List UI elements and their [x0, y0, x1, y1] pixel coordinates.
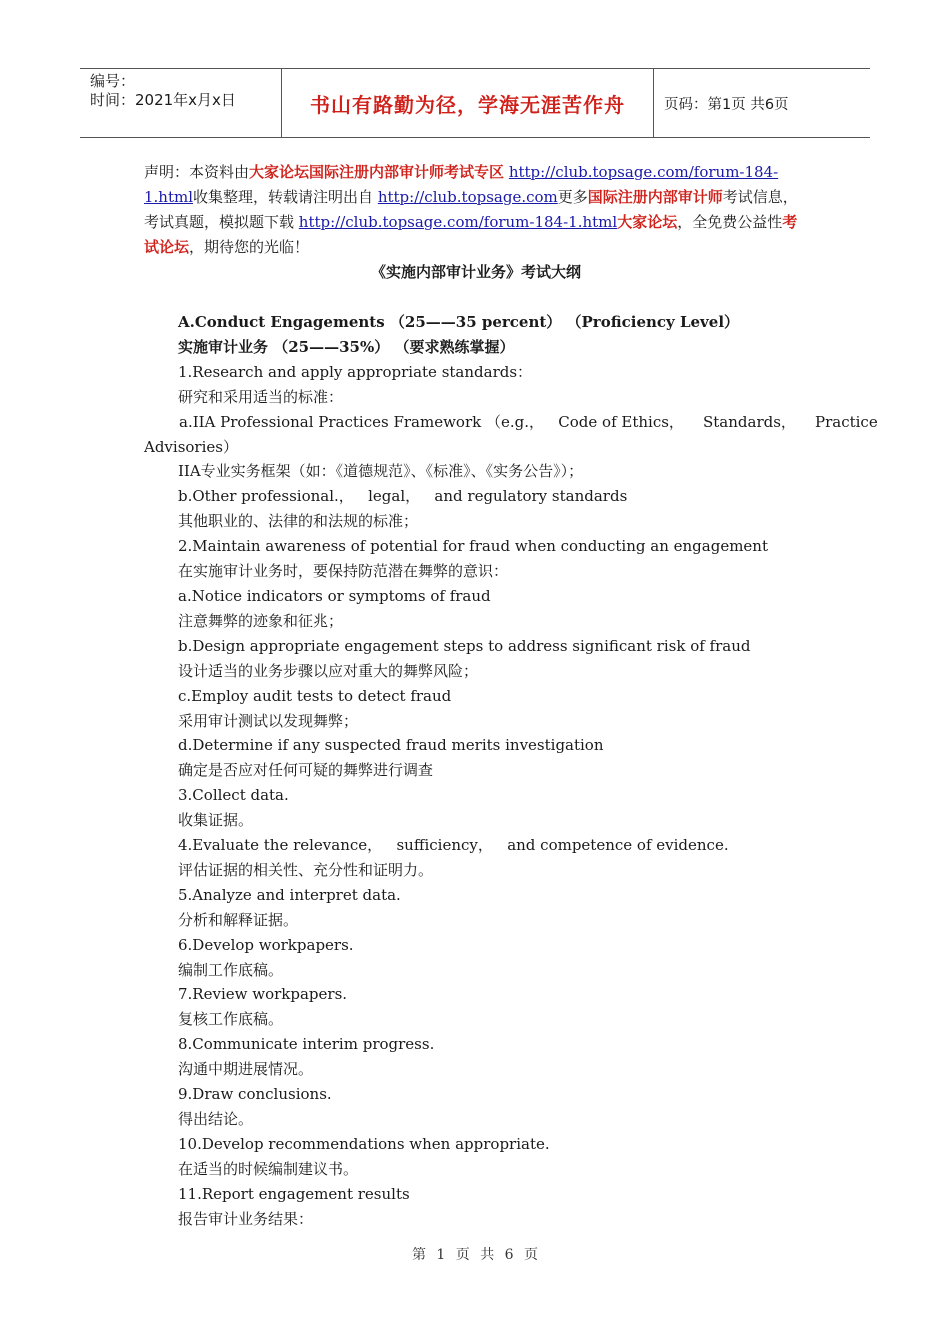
- outline-line: 得出结论。: [178, 1110, 254, 1128]
- section-heading-cn: 实施审计业务 （25——35%） （要求熟练掌握）: [178, 337, 515, 356]
- footer-ye2: 页: [524, 1247, 539, 1263]
- outline-line: 在实施审计业务时，要保持防范潜在舞弊的意识：: [178, 562, 509, 581]
- outline-line: 研究和采用适当的标准：: [178, 387, 344, 406]
- footer-di: 第: [411, 1247, 426, 1263]
- outline-line: 收集证据。: [178, 811, 254, 830]
- page-header: [80, 68, 870, 138]
- outline-line: Advisories）: [144, 437, 238, 456]
- decl-red-forum-zone: 大家论坛国际注册内部审计师考试专区: [249, 163, 505, 181]
- outline-line: 复核工作底稿。: [178, 1010, 284, 1029]
- header-page-cell: [654, 69, 870, 137]
- outline-line: 采用审计测试以发现舞弊；: [178, 711, 359, 730]
- outline-line: 在适当的时候编制建议书。: [178, 1159, 359, 1178]
- outline-line: a.Notice indicators or symptoms of fraud: [178, 586, 491, 605]
- outline-line: 设计适当的业务步骤以应对重大的舞弊风险；: [178, 661, 479, 680]
- outline-line: 7.Review workpapers.: [178, 985, 348, 1004]
- outline-line: 5.Analyze and interpret data.: [178, 885, 401, 904]
- outline-line: a.IIA Professional Practices Framework （e.g.， Code of Ethics， Standards， Practice: [179, 412, 878, 431]
- forum-link-3[interactable]: http://club.topsage.com/forum-184-1.html: [298, 213, 618, 231]
- outline-line: 11.Report engagement results: [178, 1184, 410, 1203]
- decl-text-6: ，期待您的光临！: [189, 238, 310, 256]
- time-label: 时间：2021年x月x日: [90, 91, 236, 109]
- outline-line: 注意舞弊的迹象和征兆；: [178, 611, 344, 630]
- outline-line: 评估证据的相关性、充分性和证明力。: [178, 860, 434, 879]
- outline-line: d.Determine if any suspected fraud merits investigation: [178, 736, 604, 755]
- outline-line: 6.Develop workpapers.: [178, 935, 354, 954]
- outline-line: 4.Evaluate the relevance， sufficiency， and competence of evidence.: [178, 836, 729, 855]
- document-body: [144, 160, 878, 1232]
- outline-line: 3.Collect data.: [178, 786, 289, 805]
- outline-line: 确定是否应对任何可疑的舞弊进行调查: [178, 761, 434, 780]
- decl-text-3: 更多: [557, 188, 588, 206]
- page-footer: [0, 1244, 950, 1264]
- document-title: 《实施内部审计业务》考试大纲: [370, 263, 581, 281]
- outline-line: b.Design appropriate engagement steps to address significant risk of fraud: [178, 636, 751, 655]
- number-label: 编号：: [90, 72, 136, 90]
- header-motto-cell: [282, 69, 654, 137]
- decl-text-1: 声明：本资料由: [144, 163, 250, 181]
- footer-ye: 页: [455, 1247, 470, 1263]
- outline-line: 1.Research and apply appropriate standards：: [178, 362, 533, 381]
- decl-red-exam-forum: 考试论坛: [144, 213, 798, 256]
- decl-text-5: ，全免费公益性: [677, 213, 783, 231]
- outline-line: 分析和解释证据。: [178, 910, 299, 929]
- outline-line: 沟通中期进展情况。: [178, 1060, 314, 1079]
- decl-red-cia: 国际注册内部审计师: [587, 188, 723, 206]
- outline-line: IIA专业实务框架（如：《道德规范》、《标准》、《实务公告》）；: [178, 462, 584, 481]
- outline-line: 编制工作底稿。: [178, 960, 284, 979]
- outline-line: 8.Communicate interim progress.: [178, 1035, 435, 1054]
- outline-line: 其他职业的、法律的和法规的标准；: [178, 512, 419, 531]
- outline-line: 9.Draw conclusions.: [178, 1085, 332, 1104]
- forum-link-2[interactable]: http://club.topsage.com: [377, 188, 558, 206]
- section-heading-en: A.Conduct Engagements （25——35 percent） （Proficiency Level）: [178, 313, 740, 331]
- decl-red-forum: 大家论坛: [617, 213, 678, 231]
- footer-gong: 共: [480, 1247, 495, 1263]
- page-label: 页码：第1页 共6页: [664, 96, 789, 113]
- header-left-cell: [80, 69, 282, 137]
- outline-line: c.Employ audit tests to detect fraud: [178, 686, 452, 705]
- forum-link-1[interactable]: http://club.topsage.com/forum-184-1.html: [144, 163, 779, 206]
- outline-line: 报告审计业务结果：: [178, 1209, 314, 1228]
- outline-line: 10.Develop recommendations when appropriate.: [178, 1134, 550, 1153]
- spacer: [144, 285, 808, 310]
- outline-line: b.Other professional.， legal， and regulatory standards: [178, 487, 628, 506]
- motto-text: 书山有路勤为径，学海无涯苦作舟: [310, 92, 625, 117]
- declaration-paragraph: [144, 160, 808, 260]
- outline-line: 2.Maintain awareness of potential for fraud when conducting an engagement: [178, 537, 768, 556]
- footer-total-pages: 6: [504, 1247, 514, 1263]
- footer-page-number: 1: [436, 1247, 446, 1263]
- decl-text-4: 考试信息，考试真题，模拟题下载: [144, 188, 798, 231]
- decl-text-2: 收集整理，转载请注明出自: [193, 188, 374, 206]
